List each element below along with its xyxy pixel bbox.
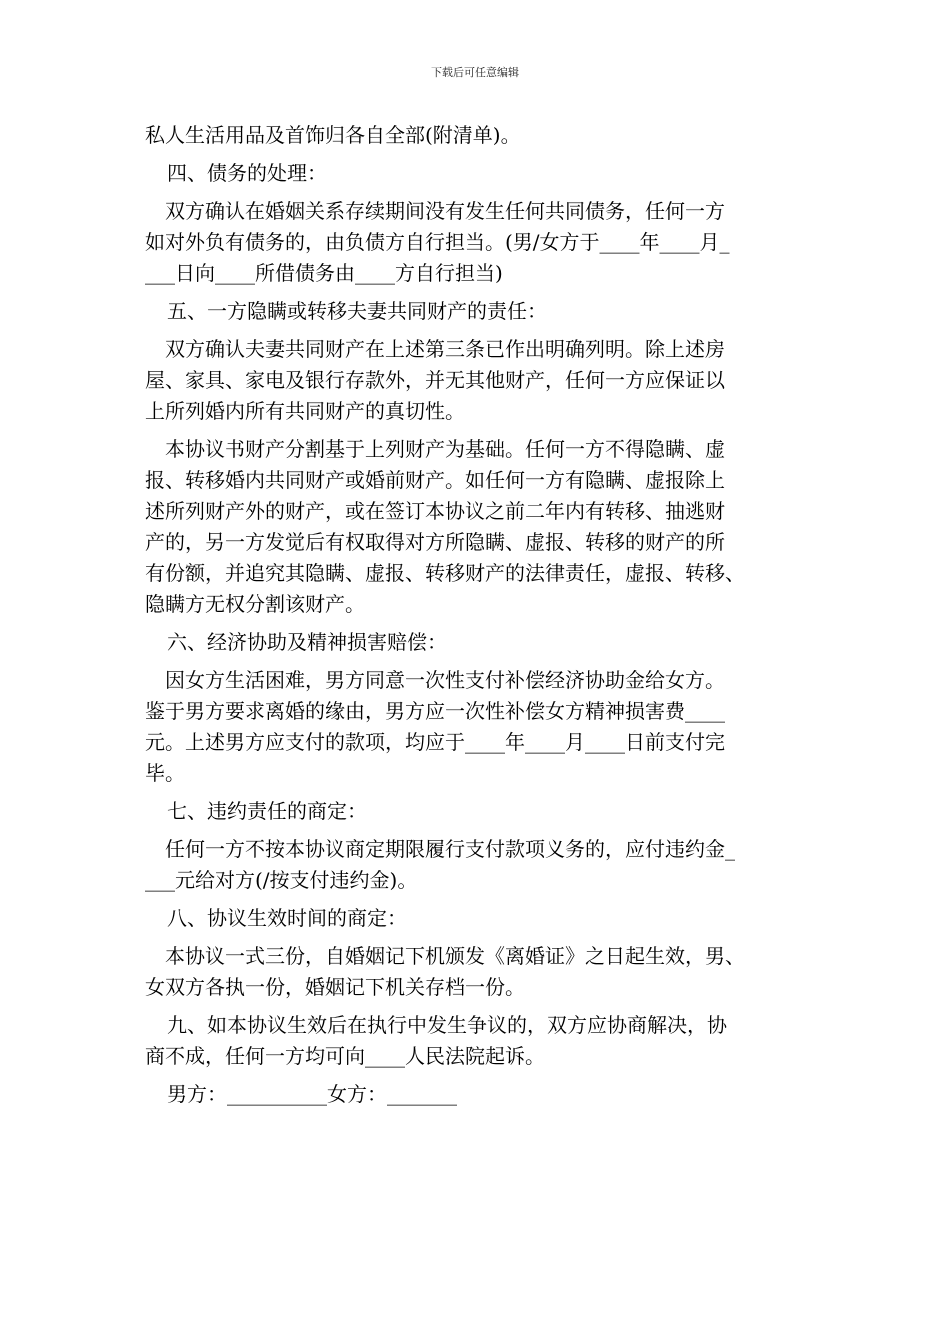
text-line: 商不成，任何一方均可向____人民法院起诉。 xyxy=(145,1044,545,1068)
text-line: 有份额，并追究其隐瞒、虚报、转移财产的法律责任，虚报、转移、 xyxy=(145,561,745,585)
text-line: 六、经济协助及精神损害赔偿： xyxy=(167,630,447,654)
text-line: 四、债务的处理： xyxy=(167,161,327,185)
text-line: 屋、家具、家电及银行存款外，并无其他财产，任何一方应保证以 xyxy=(145,368,725,392)
text-line: 双方确认夫妻共同财产在上述第三条已作出明确列明。除上述房 xyxy=(165,337,725,361)
text-line: 上所列婚内所有共同财产的真切性。 xyxy=(145,399,465,423)
text-line: 如对外负有债务的，由负债方自行担当。(男/女方于____年____月_ xyxy=(145,230,730,254)
document-body xyxy=(145,120,823,1110)
text-line: ___日向____所借债务由____方自行担当) xyxy=(145,261,503,285)
text-line: 隐瞒方无权分割该财产。 xyxy=(145,592,365,616)
text-line: 私人生活用品及首饰归各自全部(附清单)。 xyxy=(145,123,521,147)
text-line: ___元给对方(/按支付违约金)。 xyxy=(145,868,418,892)
text-line: 男方：__________女方：_______ xyxy=(167,1082,457,1106)
text-line: 双方确认在婚姻关系存续期间没有发生任何共同债务，任何一方 xyxy=(165,199,725,223)
page-header: 下载后可任意编辑 xyxy=(431,66,519,79)
text-line: 本协议一式三份，自婚姻记下机颁发《离婚证》之日起生效，男、 xyxy=(165,944,745,968)
text-line: 九、如本协议生效后在执行中发生争议的，双方应协商解决，协 xyxy=(167,1013,727,1037)
text-line: 因女方生活困难，男方同意一次性支付补偿经济协助金给女方。 xyxy=(165,668,725,692)
text-line: 女双方各执一份，婚姻记下机关存档一份。 xyxy=(145,975,525,999)
text-line: 毕。 xyxy=(145,761,185,785)
text-line: 本协议书财产分割基于上列财产为基础。任何一方不得隐瞒、虚 xyxy=(165,437,725,461)
text-line: 产的，另一方发觉后有权取得对方所隐瞒、虚报、转移的财产的所 xyxy=(145,530,725,554)
text-line: 述所列财产外的财产，或在签订本协议之前二年内有转移、抽逃财 xyxy=(145,499,725,523)
text-line: 八、协议生效时间的商定： xyxy=(167,906,407,930)
text-line: 鉴于男方要求离婚的缘由，男方应一次性补偿女方精神损害费____ xyxy=(145,699,725,723)
text-line: 五、一方隐瞒或转移夫妻共同财产的责任： xyxy=(167,299,547,323)
text-line: 报、转移婚内共同财产或婚前财产。如任何一方有隐瞒、虚报除上 xyxy=(145,468,725,492)
text-line: 七、违约责任的商定： xyxy=(167,799,367,823)
text-line: 元。上述男方应支付的款项，均应于____年____月____日前支付完 xyxy=(145,730,725,754)
text-line: 任何一方不按本协议商定期限履行支付款项义务的，应付违约金_ xyxy=(165,837,735,861)
